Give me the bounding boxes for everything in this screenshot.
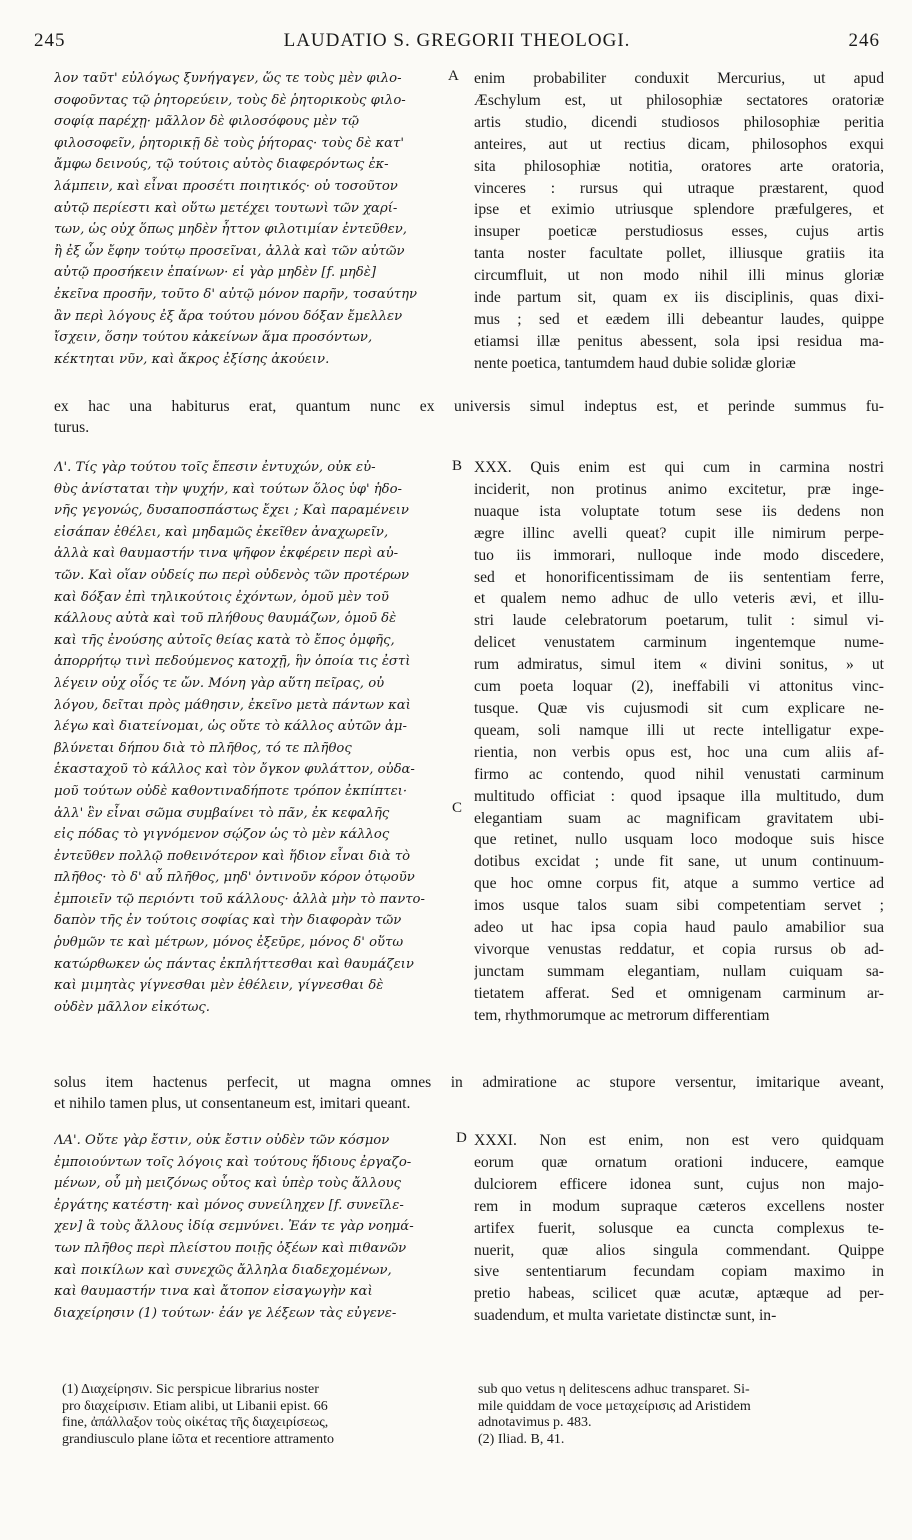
text-line: elegantiam suam ac magnificam gravitatem ubi- xyxy=(474,809,884,827)
text-line: tem, rhythmorumque ac metrorum differentiam xyxy=(474,1006,770,1024)
text-line: ἀπορρήτῳ τινὶ πεδούμενος κατοχῇ, ἣν ὁποία τις ἐστὶ xyxy=(54,654,411,670)
text-line: rum admiratus, simul item « divini sonitus, » ut xyxy=(474,656,884,674)
footnotes-right xyxy=(478,1382,886,1448)
text-line: dotibus excidat ; unde fit sane, ut unum continuum- xyxy=(474,853,884,871)
text-line: κέκτηται νῦν, καὶ ἄκρος ἐξίσης ἀκούειν. xyxy=(54,351,330,367)
running-header xyxy=(34,30,880,54)
text-line: ῥυθμῶν τε καὶ μέτρων, μόνος ἐξεῦρε, μόνος δ' οὕτω xyxy=(54,935,404,951)
text-line: ἐκεῖνα προσῆν, τοῦτο δ' αὐτῷ μόνον παρῆν, τοσαύτην xyxy=(54,286,418,302)
text-line: que retinet, nullo usquam loco modoque suis hisce xyxy=(474,831,884,849)
text-line: multitudo officiat : quod ipsaque illa multitudo, dum xyxy=(474,787,884,805)
text-line: adeo ut hac ipsa copia haud paulo amabilior sua xyxy=(474,919,884,937)
latin-continuation-section-2 xyxy=(54,1072,884,1114)
text-line: tusque. Quæ vis cujusmodi sit cum explicare ne- xyxy=(474,699,884,717)
margin-marker-c: C xyxy=(452,800,463,816)
footnotes-left xyxy=(62,1382,458,1448)
text-line: ἐμποιεῖν τῷ περιόντι τοῦ κάλλους· ἀλλὰ μὴν τὸ παντο- xyxy=(54,891,425,907)
text-line: rientia, non verbis opus est, hoc una cum aliis af- xyxy=(474,743,884,761)
text-line: καὶ θαυμαστήν τινα καὶ ἄτοπον εἰσαγωγὴν καὶ xyxy=(54,1284,373,1300)
text-line: ἂν περὶ λόγους ἐξ ἄρα τούτου μόνου δόξαν ἔμελλεν xyxy=(54,308,403,324)
text-line: rem in modum supraque cæteros excellens noster xyxy=(474,1197,884,1215)
text-line: nente poetica, tantumdem haud dubie solidæ gloriæ xyxy=(474,354,796,372)
text-line: suadendum, et multa varietate distinctæ sunt, in- xyxy=(474,1307,777,1325)
latin-continuation-section-1 xyxy=(54,396,884,438)
text-line: κάλλους αὐτὰ καὶ τοῦ πλήθους θαυμάζων, ὁμοῦ δὲ xyxy=(54,611,397,627)
text-line: eorum quæ ornatum orationi inducere, eamque xyxy=(474,1153,884,1171)
text-line: et nihilo tamen plus, ut consentaneum est, imitari queant. xyxy=(54,1095,411,1112)
text-line: φιλοσοφεῖν, ῥητορικῇ δὲ τοὺς ῥήτορας· τοὺς δὲ κατ' xyxy=(54,135,404,151)
text-line: tietatem afferat. Sed et omnigenam carminum ar- xyxy=(474,984,884,1002)
text-line: οὐδὲν μᾶλλον εἰκότως. xyxy=(54,999,210,1015)
text-line: enim probabiliter conduxit Mercurius, ut apud xyxy=(474,70,884,87)
text-line: pro διαχείρισιν. Etiam alibi, ut Libanii epist. 66 xyxy=(62,1398,328,1414)
text-line: sita philosophiæ notitia, oratores arte oratoria, xyxy=(474,157,884,175)
page-number-right: 246 xyxy=(848,30,880,51)
text-line: inde partum sit, quam ex iis disciplinis, quas dixi- xyxy=(474,289,884,307)
text-line: ΛΑ'. Οὔτε γὰρ ἔστιν, οὐκ ἔστιν οὐδὲν τῶν κόσμον xyxy=(54,1133,390,1148)
text-line: nuerit, quæ alios singula commendant. Quippe xyxy=(474,1241,884,1259)
text-line: XXX. Quis enim est qui cum in carmina nostri xyxy=(474,459,884,476)
text-line: σοφίᾳ παρέχῃ· μᾶλλον δὲ φιλοσόφους μὲν τῷ xyxy=(54,114,359,130)
text-line: tanta noster facultate pollet, illiusque gratiis ita xyxy=(474,245,884,263)
text-line: αὐτῷ περίεστι καὶ οὕτω μετέχει τουτωνὶ τῶν χαρί- xyxy=(54,200,398,216)
text-line: ægre illinc avelli queat? cupit ille nimirum perpe- xyxy=(474,524,884,542)
text-line: queam, soli namque illi ut recte intelligatur expe- xyxy=(474,721,884,739)
text-line: fine, ἀπάλλαξον τοὺς οἰκέτας τῆς διαχειρίσεως, xyxy=(62,1415,329,1430)
text-line: ἀλλὰ καὶ θαυμαστήν τινα ψῆφον ἐκφέρειν περὶ αὐ- xyxy=(54,546,399,562)
text-line: μοῦ τούτων οὐδὲ καθοντιναδήποτε τρόπον ἐκπίπτει· xyxy=(54,783,408,799)
text-line: θὺς ἀνίσταται τὴν ψυχήν, καὶ τούτων ὅλος ὑφ' ἡδο- xyxy=(54,481,402,497)
text-line: πλῆθος· τὸ δ' αὖ πλῆθος, μηδ' ὁντινοῦν κόρον ὁτῳοῦν xyxy=(54,870,415,886)
text-line: ἢ ἐξ ὧν ἔφην τούτῳ προσεῖναι, ἀλλὰ καὶ τῶν αὐτῶν xyxy=(54,243,405,259)
text-line: solus item hactenus perfecit, ut magna omnes in admiratione ac stupore versentur, imitarique aveant, xyxy=(54,1074,884,1091)
text-line: pretio habeas, scilicet quæ acutæ, aptæque ad per- xyxy=(474,1285,884,1303)
text-line: των πλῆθος περὶ πλείστου ποιῇς ὀξέων καὶ πιθανῶν xyxy=(54,1240,407,1256)
text-line: ipse et eximio utriusque splendore præfulgeres, et xyxy=(474,201,884,219)
text-line: σοφοῦντας τῷ ῥητορεύειν, τοὺς δὲ ῥητορικοὺς φιλο- xyxy=(54,92,406,108)
text-line: ἐντεῦθεν πολλῷ ποθεινότερον καὶ ἥδιον εἶναι διὰ τὸ xyxy=(54,848,411,864)
text-line: λον ταῦτ' εὐλόγως ξυνήγαγεν, ὥς τε τοὺς μὲν φιλο- xyxy=(54,71,402,86)
text-line: μένων, οὗ μὴ μειζόνως οὗτος καὶ ὑπὲρ τοὺς ἄλλους xyxy=(54,1176,402,1192)
text-line: ἐργάτης κατέστη· καὶ μόνος συνείληχεν [f. συνεῖλε- xyxy=(54,1197,404,1213)
text-line: ex hac una habiturus erat, quantum nunc ex universis simul indeptus est, et perinde summus fu- xyxy=(54,398,884,415)
text-line: nuaque ista voluptate totum sese iis dedens non xyxy=(474,502,884,520)
latin-column-section-1 xyxy=(474,68,884,375)
text-line: cum poeta loquar (2), ineffabili vi attonitus vinc- xyxy=(474,678,884,696)
text-line: (1) Διαχείρησιν. Sic perspicue librarius noster xyxy=(62,1382,319,1397)
text-line: ἀλλ' ἓν εἶναι σῶμα συμβαίνει τὸ πᾶν, ἐκ κεφαλῆς xyxy=(54,805,390,821)
text-line: ἑκασταχοῦ τὸ κάλλος καὶ τὸν ὄγκον φυλάττον, οὐδα- xyxy=(54,762,415,778)
text-line: λέγειν οὐχ οἷός τε ὤν. Μόνη γὰρ αὕτη πεῖρας, οὐ xyxy=(54,675,385,691)
text-line: αὐτῷ προσήκειν ἐπαίνων· εἰ γὰρ μηδὲν [f. μηδὲ] xyxy=(54,265,376,281)
margin-marker-a: A xyxy=(448,68,459,84)
text-line: turus. xyxy=(54,419,90,436)
text-line: τῶν. Καὶ οἵαν οὐδείς πω περὶ οὐδενὸς τῶν προτέρων xyxy=(54,567,410,583)
text-line: λέγω καὶ διατείνομαι, ὡς οὔτε τὸ κάλλος αὐτῶν ἀμ- xyxy=(54,719,407,735)
text-line: κατώρθωκεν ὡς πάντας ἐκπλήττεσθαι καὶ θαυμάζειν xyxy=(54,956,414,972)
text-line: των, ὡς οὐχ ὅπως μηδὲν ἧττον φιλοτιμίαν ἐντεῦθεν, xyxy=(54,222,407,238)
text-line: ἐμποιούντων τοῖς λόγοις καὶ τούτους ἥδιους ἐργαζο- xyxy=(54,1154,412,1170)
text-line: καὶ μιμητὰς γίγνεσθαι μὲν ἐθέλειν, γίγνεσθαι δὲ xyxy=(54,978,384,994)
latin-column-section-2 xyxy=(474,457,884,1027)
text-line: et qualem nemo adhuc de ullo veteris ævi, et illu- xyxy=(474,590,884,608)
text-line: διαχείρησιν (1) τούτων· ἐάν γε λέξεων τὰς εὐγενε- xyxy=(54,1305,397,1321)
text-line: δαπὸν τῆς ἐν τούτοις σοφίας καὶ τὴν διαφορὰν τῶν xyxy=(54,913,402,929)
text-line: imos usque talos suam sibi competentiam servet ; xyxy=(474,897,884,915)
text-line: καὶ ποικίλων καὶ συνεχῶς ἄλληλα διαδεχομένων, xyxy=(54,1262,392,1278)
text-line: inciderit, non protinus animo excitetur, præ inge- xyxy=(474,480,884,498)
text-line: καὶ τῆς ἐνούσης αὐτοῖς θείας κατὰ τὸ ἔπος ὀμφῆς, xyxy=(54,632,395,648)
text-line: Λ'. Τίς γὰρ τούτου τοῖς ἔπεσιν ἐντυχών, οὐκ εὐ- xyxy=(54,460,376,475)
text-line: mile quiddam de voce μεταχείρισις ad Aristidem xyxy=(478,1398,751,1414)
text-line: Æschylum est, ut philosophiæ sectatores oratoriæ xyxy=(474,91,884,109)
text-line: sive sententiarum fecundam copiam maximo in xyxy=(474,1263,884,1281)
text-line: vinceres : rursus qui utraque præstarent, quod xyxy=(474,179,884,197)
text-line: insuper poeticæ perstudiosus esses, cujus artis xyxy=(474,223,884,241)
greek-column-section-2 xyxy=(54,457,440,1018)
text-line: stri laude celebratorum poetarum, tulit : simul vi- xyxy=(474,612,884,630)
text-line: circumfluit, ut non modo nihil illi minus gloriæ xyxy=(474,267,884,285)
text-line: mus ; sed et eædem illi debeantur laudes, quippe xyxy=(474,310,884,328)
greek-column-section-1 xyxy=(54,68,440,370)
latin-column-section-3 xyxy=(474,1130,884,1327)
text-line: grandiusculo plane ἰῶτα et recentiore attramento xyxy=(62,1431,335,1447)
text-line: ἴσχειν, ὅσην τούτου κἀκείνων ἅμα προσόντων, xyxy=(54,330,373,346)
text-line: delicet venustatem carminum ingentemque nume- xyxy=(474,634,884,652)
text-line: νῆς γεγονώς, δυσαποσπάστως ἔχει ; Καὶ παραμένειν xyxy=(54,503,409,519)
text-line: vivorque venustas reddatur, et copia rursus ob ad- xyxy=(474,940,884,958)
text-line: (2) Iliad. B, 41. xyxy=(478,1431,565,1447)
text-line: sed et honorificentissimam de iis sententiam ferre, xyxy=(474,568,884,586)
text-line: junctam summam elegantiam, nullam cuiquam sa- xyxy=(474,962,884,980)
text-line: firmo ac contendo, quod nihil venustati carminum xyxy=(474,765,884,783)
text-line: artis studio, dicendi studiosos philosophiæ peritia xyxy=(474,113,884,131)
text-line: βλύνεται δήπου διὰ τὸ πλῆθος, τό τε πλῆθος xyxy=(54,740,352,756)
margin-marker-b: B xyxy=(452,458,463,474)
text-line: dulciorem efficere idonea sunt, cujus non majo- xyxy=(474,1175,884,1193)
text-line: ἄμφω δεινούς, τῷ τούτοις αὐτὸς διαφερόντως ἐκ- xyxy=(54,157,389,173)
text-line: χεν] ἃ τοὺς ἄλλους ἰδίᾳ σεμνύνει. Ἐάν τε γὰρ νοημά- xyxy=(54,1219,414,1235)
page-number-left: 245 xyxy=(34,30,66,51)
text-line: adnotavimus p. 483. xyxy=(478,1415,592,1430)
text-line: λάμπειν, καὶ εἶναι προσέτι ποιητικός· οὐ τοσοῦτον xyxy=(54,178,398,194)
margin-marker-d: D xyxy=(456,1130,467,1146)
text-line: καὶ δόξαν ἐπὶ τηλικούτοις ἐχόντων, ὁμοῦ μὲν τοῦ xyxy=(54,589,389,605)
text-line: etiamsi illæ penitus abessent, sola ipsi residua ma- xyxy=(474,332,884,350)
text-line: anteires, aut ut rectius dicam, philosophos exqui xyxy=(474,135,884,153)
text-line: sub quo vetus η delitescens adhuc transparet. Si- xyxy=(478,1382,750,1397)
greek-column-section-3 xyxy=(54,1130,440,1324)
text-line: λόγου, δεῖται πρὸς μάθησιν, ἐκεῖνο μετὰ πάντων καὶ xyxy=(54,697,411,713)
text-line: artifex fuerit, solusque ea cuncta complexus te- xyxy=(474,1219,884,1237)
text-line: εἰσάπαν ἐθέλει, καὶ μηδαμῶς ἐκεῖθεν ἀναχωρεῖν, xyxy=(54,524,389,540)
text-line: que hoc omne corpus fit, atque a summo vertice ad xyxy=(474,875,884,893)
text-line: εἰς πόδας τὸ γιγνόμενον σῴζον ὡς τὸ μὲν κάλλος xyxy=(54,827,390,843)
text-line: tuo iis immorari, nulloque inde modo discedere, xyxy=(474,546,884,564)
running-title: LAUDATIO S. GREGORII THEOLOGI. xyxy=(283,30,631,51)
text-line: XXXI. Non est enim, non est vero quidquam xyxy=(474,1132,884,1149)
